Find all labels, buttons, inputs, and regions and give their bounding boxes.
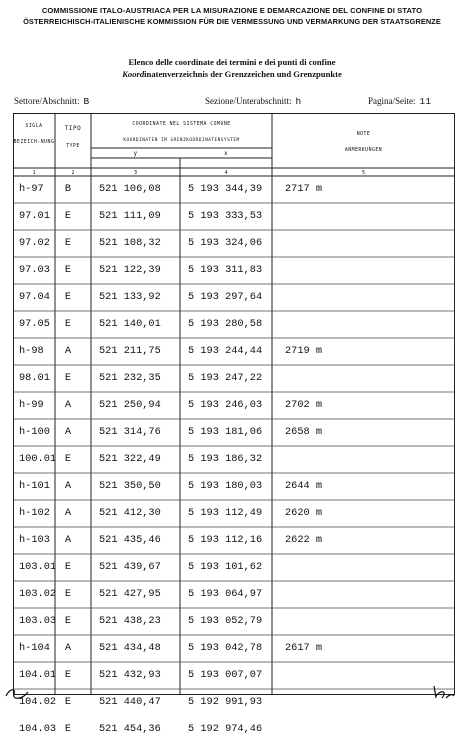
type-cell: A xyxy=(64,399,72,411)
x-coordinate-cell: 5 193 244,44 xyxy=(188,345,263,357)
column-number-2: 2 xyxy=(71,170,75,176)
x-coordinate-cell: 5 193 333,53 xyxy=(188,210,263,222)
y-coordinate-cell: 521 350,50 xyxy=(99,480,161,492)
header-y: y xyxy=(133,150,138,157)
table-row xyxy=(13,284,455,311)
x-coordinate-cell: 5 192 991,93 xyxy=(188,696,263,708)
x-coordinate-cell: 5 193 112,16 xyxy=(188,534,263,546)
table-row xyxy=(13,257,455,284)
column-number-1: 1 xyxy=(32,170,36,176)
note-cell: 2622 m xyxy=(285,534,323,546)
y-coordinate-cell: 521 211,75 xyxy=(99,345,161,357)
sector-label: Settore/Abschnitt: xyxy=(14,96,80,106)
x-coordinate-cell: 5 193 280,58 xyxy=(188,318,263,330)
y-coordinate-cell: 521 314,76 xyxy=(99,426,161,438)
type-cell: E xyxy=(64,210,72,222)
note-cell: 2702 m xyxy=(285,399,323,411)
table-row xyxy=(13,581,455,608)
type-cell: E xyxy=(64,264,72,276)
list-title-german xyxy=(0,69,464,79)
x-coordinate-cell: 5 193 324,06 xyxy=(188,237,263,249)
x-coordinate-cell: 5 193 052,79 xyxy=(188,615,263,627)
table-row xyxy=(13,365,455,392)
y-coordinate-cell: 521 432,93 xyxy=(99,669,161,681)
sigla-cell: 97.05 xyxy=(19,318,50,330)
sigla-cell: h-99 xyxy=(19,399,44,411)
header-anmerkungen: ANMERKUNGEN xyxy=(344,148,383,153)
list-title-italian: Elenco delle coordinate dei termini e dei punti di confine xyxy=(128,57,336,67)
note-cell: 2617 m xyxy=(285,642,323,654)
x-coordinate-cell: 5 193 181,06 xyxy=(188,426,263,438)
table-row xyxy=(13,500,455,527)
sigla-cell: 104.03 xyxy=(19,723,57,735)
page-value: 11 xyxy=(419,96,431,107)
x-coordinate-cell: 5 193 246,03 xyxy=(188,399,263,411)
header-x: x xyxy=(223,150,229,157)
x-coordinate-cell: 5 193 311,83 xyxy=(188,264,263,276)
type-cell: E xyxy=(64,615,72,627)
type-cell: A xyxy=(64,642,72,654)
header-sigla: SIGLA xyxy=(25,124,43,129)
table-row xyxy=(13,608,455,635)
sigla-cell: 97.01 xyxy=(19,210,50,222)
sigla-cell: h-102 xyxy=(19,507,50,519)
x-coordinate-cell: 5 193 297,64 xyxy=(188,291,263,303)
y-coordinate-cell: 521 122,39 xyxy=(99,264,161,276)
note-cell: 2719 m xyxy=(285,345,323,357)
sector-value: B xyxy=(83,96,90,107)
type-cell: E xyxy=(64,237,72,249)
y-coordinate-cell: 521 250,94 xyxy=(99,399,161,411)
table-row xyxy=(13,635,455,662)
x-coordinate-cell: 5 193 186,32 xyxy=(188,453,263,465)
sigla-cell: 97.02 xyxy=(19,237,50,249)
list-title-german-italic: Koord xyxy=(122,69,145,79)
list-title-german-rest: inatenverzeichnis der Grenzzeichen und Grenzpunkte xyxy=(144,69,342,79)
y-coordinate-cell: 521 106,08 xyxy=(99,183,161,195)
sigla-cell: 97.03 xyxy=(19,264,50,276)
x-coordinate-cell: 5 193 101,62 xyxy=(188,561,263,573)
sigla-cell: h-97 xyxy=(19,183,44,195)
note-cell: 2717 m xyxy=(285,183,323,195)
signature-left xyxy=(4,686,32,706)
type-cell: A xyxy=(64,507,72,519)
y-coordinate-cell: 521 322,49 xyxy=(99,453,161,465)
y-coordinate-cell: 521 439,67 xyxy=(99,561,161,573)
y-coordinate-cell: 521 438,23 xyxy=(99,615,161,627)
x-coordinate-cell: 5 192 974,46 xyxy=(188,723,263,735)
type-cell: A xyxy=(64,534,72,546)
sigla-cell: 104.02 xyxy=(19,696,57,708)
sigla-cell: 103.03 xyxy=(19,615,57,627)
x-coordinate-cell: 5 193 112,49 xyxy=(188,507,263,519)
sector-field xyxy=(14,96,89,107)
y-coordinate-cell: 521 111,09 xyxy=(99,210,161,222)
type-cell: E xyxy=(64,318,72,330)
sigla-cell: h-103 xyxy=(19,534,50,546)
type-cell: E xyxy=(64,291,72,303)
table-row xyxy=(13,446,455,473)
sigla-cell: h-104 xyxy=(19,642,50,654)
column-number-5: 5 xyxy=(361,170,365,176)
table-row xyxy=(13,203,455,230)
header-coordinates-german: KOORDINATEN IM GRENZKOORDINATENSYSTEM xyxy=(123,138,240,143)
note-cell: 2658 m xyxy=(285,426,323,438)
table-row xyxy=(13,554,455,581)
x-coordinate-cell: 5 193 344,39 xyxy=(188,183,263,195)
y-coordinate-cell: 521 140,01 xyxy=(99,318,161,330)
y-coordinate-cell: 521 435,46 xyxy=(99,534,161,546)
table-row xyxy=(13,338,455,365)
header-note: NOTE xyxy=(356,132,371,137)
table-row xyxy=(13,527,455,554)
sigla-cell: h-98 xyxy=(19,345,44,357)
y-coordinate-cell: 521 454,36 xyxy=(99,723,161,735)
table-row xyxy=(13,716,455,743)
signature-left-mark xyxy=(4,686,32,702)
x-coordinate-cell: 5 193 064,97 xyxy=(188,588,263,600)
sigla-cell: 103.01 xyxy=(19,561,57,573)
sigla-cell: 98.01 xyxy=(19,372,50,384)
sigla-cell: 103.02 xyxy=(19,588,57,600)
type-cell: B xyxy=(64,183,72,195)
page-field xyxy=(368,96,431,107)
coordinate-table xyxy=(13,113,455,735)
table-row xyxy=(13,662,455,689)
sigla-cell: 97.04 xyxy=(19,291,50,303)
header-bezeichnung: BEZEICH-NUNG xyxy=(13,140,55,145)
table-row xyxy=(13,176,455,203)
type-cell: E xyxy=(64,588,72,600)
type-cell: E xyxy=(64,372,72,384)
x-coordinate-cell: 5 193 247,22 xyxy=(188,372,263,384)
type-cell: A xyxy=(64,480,72,492)
header-coordinates-italian: COORDINATE NEL SISTEMA COMUNE xyxy=(132,122,231,127)
x-coordinate-cell: 5 193 180,03 xyxy=(188,480,263,492)
table-row xyxy=(13,419,455,446)
header-tipo: TIPO xyxy=(64,125,82,132)
commission-title-german: ÖSTERREICHISCH-ITALIENISCHE KOMMISSION FÜR DIE VERMESSUNG UND VERMARKUNG DER STAATSGRENZE xyxy=(23,17,441,26)
header-type: TYPE xyxy=(66,144,80,149)
y-coordinate-cell: 521 412,30 xyxy=(99,507,161,519)
type-cell: E xyxy=(64,723,72,735)
y-coordinate-cell: 521 108,32 xyxy=(99,237,161,249)
y-coordinate-cell: 521 434,48 xyxy=(99,642,161,654)
commission-title-italian: COMMISSIONE ITALO-AUSTRIACA PER LA MISURAZIONE E DEMARCAZIONE DEL CONFINE DI STATO xyxy=(41,6,423,15)
y-coordinate-cell: 521 440,47 xyxy=(99,696,161,708)
sigla-cell: 104.01 xyxy=(19,669,57,681)
page-label: Pagina/Seite: xyxy=(368,96,416,106)
sigla-cell: 100.01 xyxy=(19,453,57,465)
type-cell: E xyxy=(64,453,72,465)
table-row xyxy=(13,311,455,338)
subsection-field xyxy=(205,96,301,107)
type-cell: E xyxy=(64,696,72,708)
note-cell: 2644 m xyxy=(285,480,323,492)
type-cell: A xyxy=(64,345,72,357)
x-coordinate-cell: 5 193 042,78 xyxy=(188,642,263,654)
table-row xyxy=(13,473,455,500)
column-number-4: 4 xyxy=(224,170,228,176)
signature-right-mark xyxy=(430,684,456,702)
y-coordinate-cell: 521 232,35 xyxy=(99,372,161,384)
type-cell: E xyxy=(64,561,72,573)
y-coordinate-cell: 521 133,92 xyxy=(99,291,161,303)
sigla-cell: h-101 xyxy=(19,480,50,492)
sigla-cell: h-100 xyxy=(19,426,50,438)
x-coordinate-cell: 5 193 007,07 xyxy=(188,669,263,681)
note-cell: 2620 m xyxy=(285,507,323,519)
subsection-value: h xyxy=(295,96,302,107)
column-number-3: 3 xyxy=(133,170,137,176)
y-coordinate-cell: 521 427,95 xyxy=(99,588,161,600)
table-row xyxy=(13,392,455,419)
subsection-label: Sezione/Unterabschnitt: xyxy=(205,96,292,106)
table-row xyxy=(13,230,455,257)
type-cell: E xyxy=(64,669,72,681)
type-cell: A xyxy=(64,426,72,438)
